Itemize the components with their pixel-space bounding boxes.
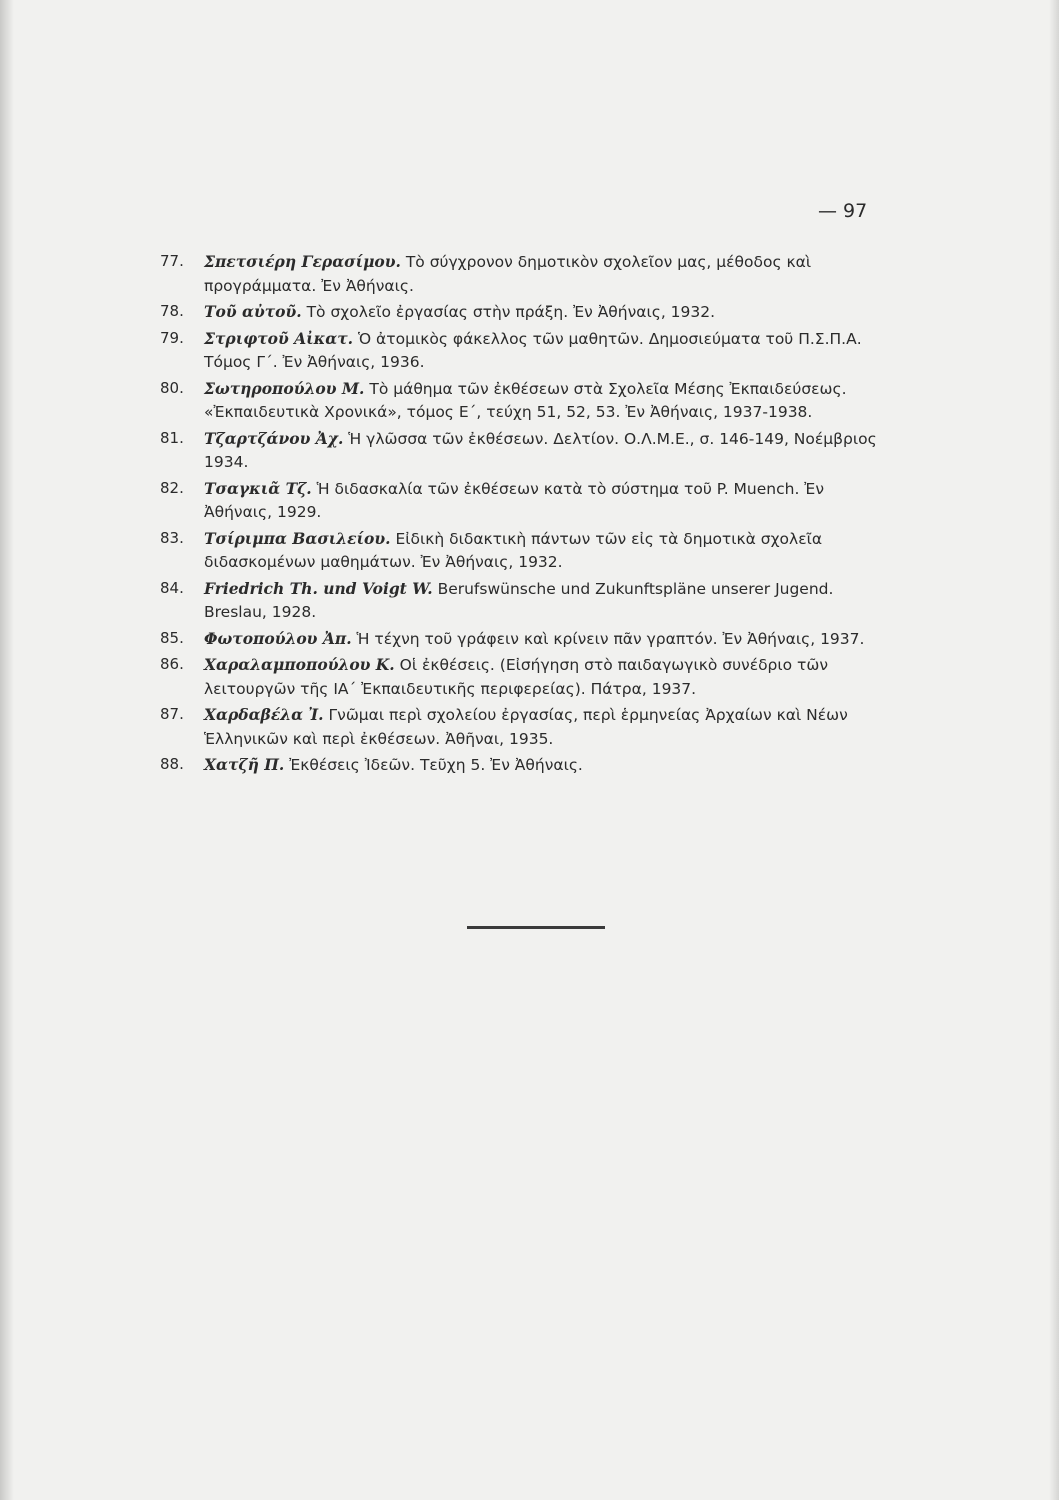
bibliography-entry [160,703,890,751]
entry-text: Ἡ γλῶσσα τῶν ἐκθέσεων. Δελτίον. Ο.Λ.Μ.Ε., σ. 146-149, Νοέμβριος 1934. [204,429,877,471]
bibliography-entry [160,477,890,525]
entry-author: Σωτηροπούλου Μ. [204,378,365,398]
entry-author: Σπετσιέρη Γερασίμου. [204,252,401,271]
entry-author: Τζαρτζάνου Ἀχ. [204,428,344,448]
entry-author: Τοῦ αὐτοῦ. [204,302,302,321]
bibliography-entry [160,577,890,625]
entry-number: 83. [160,528,184,547]
page-edge-shadow-left [0,0,14,1500]
entry-number: 80. [160,378,184,397]
entry-text: Ἐκθέσεις Ἰδεῶν. Τεῦχη 5. Ἐν Ἀθήναις. [289,756,583,774]
bibliography-entry [160,250,890,298]
entry-text: Ἡ διδασκαλία τῶν ἐκθέσεων κατὰ τὸ σύστημα τοῦ P. Muench. Ἐν Ἀθήναις, 1929. [204,479,824,521]
entry-author: Τσίριμπα Βασιλείου. [204,528,391,548]
entry-author: Χαραλαμποπούλου Κ. [204,655,395,674]
entry-number: 77. [160,252,184,270]
entry-number: 78. [160,302,184,320]
entry-author: Friedrich Th. und Voigt W. [204,578,433,598]
entry-author: Χατζῆ Π. [204,755,285,774]
entry-text: Ὁ ἀτομικὸς φάκελλος τῶν μαθητῶν. Δημοσιεύματα τοῦ Π.Σ.Π.Α. Τόμος Γ΄. Ἐν Ἀθήναις, 1936. [204,329,862,371]
bibliography-list [160,250,890,780]
bibliography-entry [160,753,890,778]
entry-number: 86. [160,655,184,673]
entry-text: Τὸ μάθημα τῶν ἐκθέσεων στὰ Σχολεῖα Μέσης Ἐκπαιδεύσεως. «Ἐκπαιδευτικὰ Χρονικά», τόμος Ε΄, τεύχη 51, 52, 53. Ἐν Ἀθήναις, 1937-1938. [204,379,847,421]
page-edge-shadow-right [1049,0,1059,1500]
entry-author: Τσαγκιᾶ Τζ. [204,478,312,498]
entry-text: Εἰδικὴ διδακτικὴ πάντων τῶν εἰς τὰ δημοτικὰ σχολεῖα διδασκομένων μαθημάτων. Ἐν Ἀθήναις, 1932. [204,529,823,571]
bibliography-entry [160,527,890,575]
bibliography-entry [160,300,890,325]
entry-number: 81. [160,428,184,447]
page-number: — 97 [818,200,868,222]
section-end-rule [467,926,605,929]
entry-number: 85. [160,628,184,647]
entry-author: Στριφτοῦ Αἰκατ. [204,328,354,348]
entry-text: Τὸ σύγχρονον δημοτικὸν σχολεῖον μας, μέθοδος καὶ προγράμματα. Ἐν Ἀθήναις. [204,253,812,295]
entry-author: Φωτοπούλου Ἀπ. [204,628,352,648]
bibliography-entry [160,427,890,475]
entry-number: 79. [160,328,184,347]
entry-number: 84. [160,578,184,597]
entry-text: Οἱ ἐκθέσεις. (Εἰσήγηση στὸ παιδαγωγικὸ συνέδριο τῶν λειτουργῶν τῆς ΙΑ΄ Ἐκπαιδευτικῆς περιφερείας). Πάτρα, 1937. [204,656,829,698]
entry-text: Τὸ σχολεῖο ἐργασίας στὴν πράξη. Ἐν Ἀθήναις, 1932. [306,303,716,321]
entry-text: Ἡ τέχνη τοῦ γράφειν καὶ κρίνειν πᾶν γραπτόν. Ἐν Ἀθήναις, 1937. [356,629,865,648]
entry-text: Γνῶμαι περὶ σχολείου ἐργασίας, περὶ ἑρμηνείας Ἀρχαίων καὶ Νέων Ἑλληνικῶν καὶ περὶ ἐκθέσεων. Ἀθῆναι, 1935. [204,706,848,748]
entry-author: Χαρδαβέλα Ἰ. [204,705,324,724]
bibliography-entry [160,653,890,701]
bibliography-entry [160,627,890,652]
bibliography-entry [160,327,890,375]
entry-number: 87. [160,705,184,723]
entry-number: 88. [160,755,184,773]
entry-number: 82. [160,478,184,497]
entry-text: Berufswünsche und Zukunftspläne unserer Jugend. Breslau, 1928. [204,579,834,621]
bibliography-entry [160,377,890,425]
